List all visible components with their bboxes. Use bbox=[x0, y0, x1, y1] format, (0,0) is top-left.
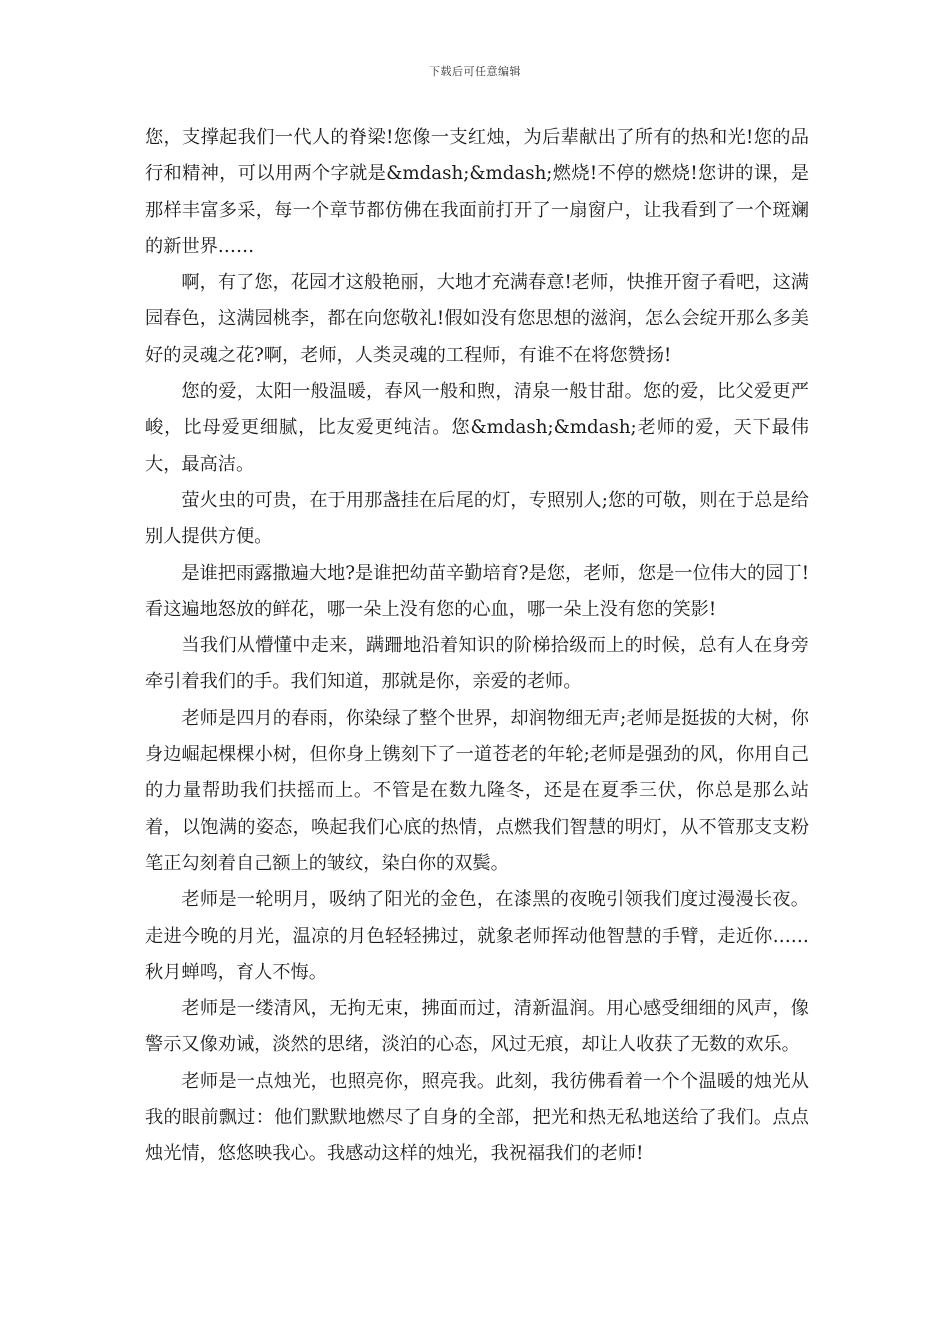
paragraph: 当我们从懵懂中走来，蹒跚地沿着知识的阶梯拾级而上的时候，总有人在身旁牵引着我们的手。我们知道，那就是你，亲爱的老师。 bbox=[145, 635, 809, 693]
paragraph: 萤火虫的可贵，在于用那盏挂在后尾的灯，专照别人;您的可敬，则在于总是给别人提供方便。 bbox=[145, 489, 809, 548]
paragraph: 老师是一点烛光，也照亮你，照亮我。此刻，我彷佛看着一个个温暖的烛光从我的眼前飘过：他们默默地燃尽了自身的全部，把光和热无私地送给了我们。点点烛光情，悠悠映我心。我感动这样的烛光，我祝福我们的老师! bbox=[145, 1070, 809, 1165]
paragraph: 老师是四月的春雨，你染绿了整个世界，却润物细无声;老师是挺拔的大树，你身边崛起棵棵小树，但你身上镌刻下了一道苍老的年轮;老师是强劲的风，你用自己的力量帮助我们扶摇而上。不管是在数九隆冬，还是在夏季三伏，你总是那么站着，以饱满的姿态，唤起我们心底的热情，点燃我们智慧的明灯，从不管那支支粉笔正勾刻着自己额上的皱纹，染白你的双鬓。 bbox=[145, 707, 809, 874]
paragraph: 您，支撑起我们一代人的脊梁!您像一支红烛，为后辈献出了所有的热和光!您的品行和精神，可以用两个字就是&mdash;&mdash;燃烧!不停的燃烧!您讲的课，是那样丰富多采，每一个章节都仿佛在我面前打开了一扇窗户，让我看到了一个斑斓的新世界…… bbox=[145, 127, 809, 257]
paragraph: 啊，有了您，花园才这般艳丽，大地才充满春意!老师，快推开窗子看吧，这满园春色，这满园桃李，都在向您敬礼!假如没有您思想的滋润，怎么会绽开那么多美好的灵魂之花?啊，老师，人类灵魂的工程师，有谁不在将您赞扬! bbox=[145, 272, 809, 366]
paragraph: 老师是一轮明月，吸纳了阳光的金色，在漆黑的夜晚引领我们度过漫漫长夜。走进今晚的月光，温凉的月色轻轻拂过，就象老师挥动他智慧的手臂，走近你……秋月蝉鸣，育人不悔。 bbox=[145, 889, 809, 983]
paragraph: 老师是一缕清风，无拘无束，拂面而过，清新温润。用心感受细细的风声，像警示又像劝诫，淡然的思绪，淡泊的心态，风过无痕，却让人收获了无数的欢乐。 bbox=[145, 998, 809, 1056]
paragraph: 您的爱，太阳一般温暖，春风一般和煦，清泉一般甘甜。您的爱，比父爱更严峻，比母爱更细腻，比友爱更纯洁。您&mdash;&mdash;老师的爱，天下最伟大，最高洁。 bbox=[145, 381, 809, 475]
page-header: 下载后可任意编辑 bbox=[429, 65, 521, 78]
paragraph: 是谁把雨露撒遍大地?是谁把幼苗辛勤培育?是您，老师，您是一位伟大的园丁!看这遍地怒放的鲜花，哪一朵上没有您的心血，哪一朵上没有您的笑影! bbox=[145, 562, 809, 620]
document-body bbox=[145, 120, 809, 1173]
